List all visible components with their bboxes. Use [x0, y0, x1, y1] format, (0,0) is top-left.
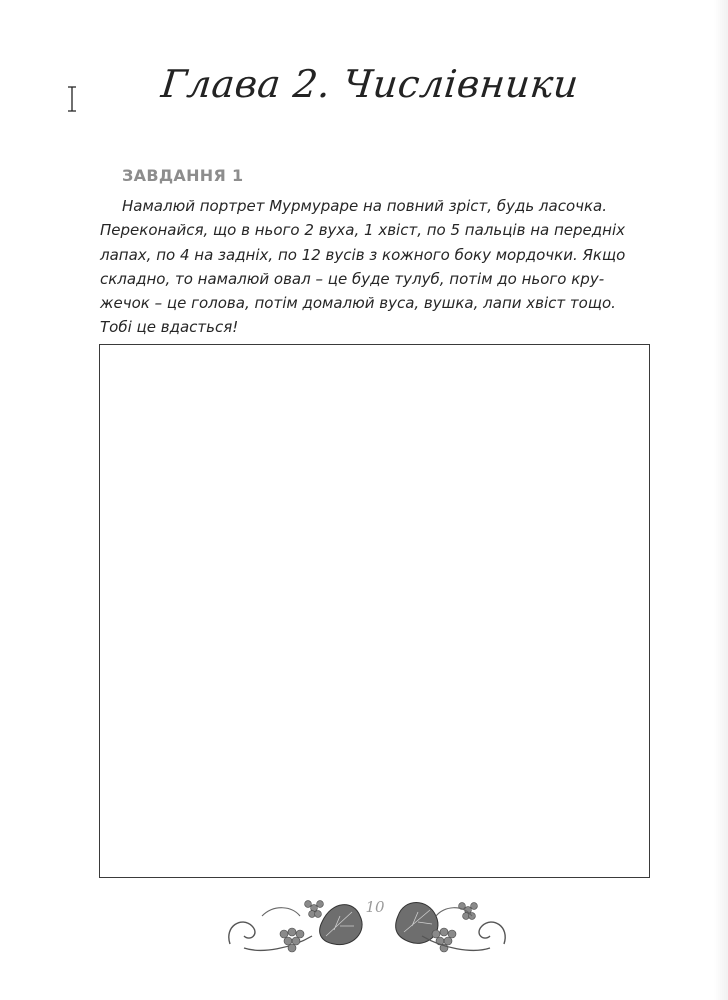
page-edge-shadow [714, 0, 728, 1000]
task-heading: ЗАВДАННЯ 1 [122, 166, 244, 185]
task-instructions [100, 194, 652, 340]
chapter-title: Глава 2. Числівники [159, 62, 581, 106]
task-line: Переконайся, що в нього 2 вуха, 1 хвіст, по 5 пальців на передніх [100, 221, 625, 240]
task-line: Намалюй портрет Мурмураре на повний зріст, будь ласочка. [122, 197, 608, 215]
task-line: жечок – це голова, потім домалюй вуса, вушка, лапи хвіст тощо. [100, 294, 616, 313]
task-line: лапах, по 4 на задніх, по 12 вусів з кожного боку мордочки. Якщо [100, 245, 626, 264]
task-line: складно, то намалюй овал – це буде тулуб, потім до нього кру- [100, 269, 605, 288]
text-cursor-icon [66, 86, 78, 112]
drawing-area[interactable] [99, 344, 650, 878]
grape-vine-ornament-icon [222, 886, 512, 956]
page-number: 10 [365, 898, 385, 916]
task-line: Тобі це вдасться! [100, 318, 239, 337]
